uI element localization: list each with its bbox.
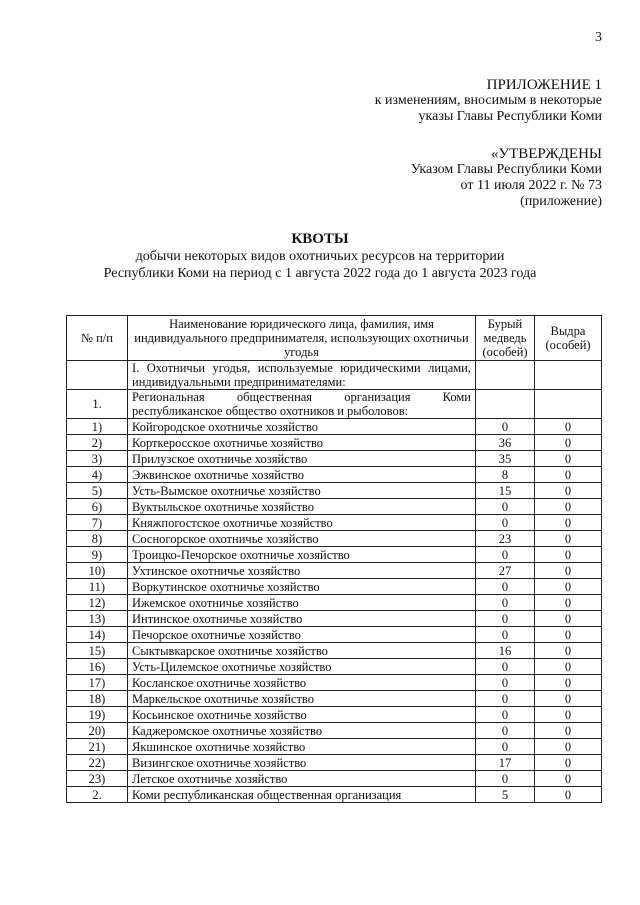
row-bear: 27 [476,563,535,579]
row-otter: 0 [535,691,602,707]
row-otter: 0 [535,419,602,435]
row-num: 7) [67,515,128,531]
header-num: № п/п [67,316,128,361]
row-bear: 16 [476,643,535,659]
row-bear: 0 [476,595,535,611]
row-num: 23) [67,771,128,787]
row-name: Койгородское охотничье хозяйство [128,419,476,435]
row-bear: 0 [476,659,535,675]
row-bear: 35 [476,451,535,467]
row-otter: 0 [535,675,602,691]
row-bear: 0 [476,707,535,723]
row-bear: 23 [476,531,535,547]
section-title [128,361,476,390]
table-row [67,547,602,563]
row-bear: 0 [476,515,535,531]
table-row [67,499,602,515]
heading-line-1: добычи некоторых видов охотничьих ресурсов на территории [135,249,505,264]
row-otter: 0 [535,787,602,803]
row-num: 13) [67,611,128,627]
row-bear: 0 [476,547,535,563]
approved-block [411,146,602,210]
row-name: Косланское охотничье хозяйство [128,675,476,691]
row-bear: 0 [476,691,535,707]
row-otter: 0 [535,467,602,483]
row-bear: 0 [476,675,535,691]
table-row [67,483,602,499]
header-bear: Бурый медведь (особей) [476,316,535,361]
organization-bear [476,390,535,419]
appendix-title: ПРИЛОЖЕНИЕ 1 [486,77,602,93]
row-num: 20) [67,723,128,739]
row-name: Коми республиканская общественная организация [128,787,476,803]
row-bear: 0 [476,771,535,787]
section-otter [535,361,602,390]
document-heading [0,230,640,282]
row-otter: 0 [535,515,602,531]
row-num: 5) [67,483,128,499]
row-num: 4) [67,467,128,483]
row-num: 2) [67,435,128,451]
row-name: Каджеромское охотничье хозяйство [128,723,476,739]
row-num: 9) [67,547,128,563]
table-row [67,787,602,803]
quota-table [66,315,602,803]
row-num: 18) [67,691,128,707]
row-otter: 0 [535,643,602,659]
page-number: 3 [595,30,602,45]
table-row [67,723,602,739]
organization-name: Региональная общественная организация Коми республиканское общество охотников и рыболовов: [128,390,476,419]
row-bear: 15 [476,483,535,499]
table-row [67,675,602,691]
header-name: Наименование юридического лица, фамилия, имя индивидуального предпринимателя, использующих охотничьи угодья [128,316,476,361]
row-otter: 0 [535,659,602,675]
row-num: 3) [67,451,128,467]
row-name: Печорское охотничье хозяйство [128,627,476,643]
section-num [67,361,128,390]
row-name: Прилузское охотничье хозяйство [128,451,476,467]
row-name: Визингское охотничье хозяйство [128,755,476,771]
heading-line-2: Республики Коми на период с 1 августа 2022 года до 1 августа 2023 года [103,266,537,281]
heading-title: КВОТЫ [291,231,349,247]
organization-num: 1. [67,390,128,419]
approved-line-2: от 11 июля 2022 г. № 73 [460,178,602,193]
row-otter: 0 [535,627,602,643]
row-name: Эжвинское охотничье хозяйство [128,467,476,483]
row-otter: 0 [535,723,602,739]
row-name: Сыктывкарское охотничье хозяйство [128,643,476,659]
row-name: Якшинское охотничье хозяйство [128,739,476,755]
row-otter: 0 [535,755,602,771]
row-bear: 36 [476,435,535,451]
table-row [67,515,602,531]
row-otter: 0 [535,739,602,755]
section-line-2: индивидуальными предпринимателями: [132,375,346,389]
row-num: 6) [67,499,128,515]
section-bear [476,361,535,390]
row-otter: 0 [535,563,602,579]
approved-line-1: Указом Главы Республики Коми [410,162,602,177]
organization-otter [535,390,602,419]
appendix-line-1: к изменениям, вносимым в некоторые [374,93,602,108]
row-name: Маркельское охотничье хозяйство [128,691,476,707]
row-name: Вуктыльское охотничье хозяйство [128,499,476,515]
row-num: 16) [67,659,128,675]
table-row [67,579,602,595]
row-num: 19) [67,707,128,723]
row-num: 8) [67,531,128,547]
row-bear: 0 [476,579,535,595]
row-bear: 8 [476,467,535,483]
table-row [67,707,602,723]
row-num: 15) [67,643,128,659]
table-row [67,563,602,579]
row-name: Интинское охотничье хозяйство [128,611,476,627]
section-row [67,361,602,390]
table-row [67,691,602,707]
table-row [67,467,602,483]
row-num: 2. [67,787,128,803]
section-line-1: I. Охотничьи угодья, используемые юридическими лицами, [132,361,471,375]
row-bear: 0 [476,611,535,627]
row-otter: 0 [535,595,602,611]
row-otter: 0 [535,579,602,595]
table-header-row [67,316,602,361]
row-name: Корткеросское охотничье хозяйство [128,435,476,451]
row-num: 21) [67,739,128,755]
row-num: 12) [67,595,128,611]
approved-title: «УТВЕРЖДЕНЫ [490,146,602,162]
table-row [67,419,602,435]
row-otter: 0 [535,483,602,499]
table-row [67,531,602,547]
row-bear: 5 [476,787,535,803]
appendix-block [375,77,602,125]
table-row [67,611,602,627]
row-bear: 0 [476,627,535,643]
table-row [67,435,602,451]
table-row [67,643,602,659]
header-otter: Выдра (особей) [535,316,602,361]
table-row [67,659,602,675]
approved-line-3: (приложение) [520,194,602,209]
row-bear: 0 [476,419,535,435]
table-row [67,451,602,467]
organization-row [67,390,602,419]
row-bear: 0 [476,739,535,755]
row-name: Троицко-Печорское охотничье хозяйство [128,547,476,563]
row-num: 1) [67,419,128,435]
row-otter: 0 [535,547,602,563]
row-otter: 0 [535,451,602,467]
row-num: 14) [67,627,128,643]
row-num: 11) [67,579,128,595]
row-num: 17) [67,675,128,691]
row-otter: 0 [535,531,602,547]
table-row [67,771,602,787]
table-row [67,739,602,755]
table-row [67,595,602,611]
row-name: Воркутинское охотничье хозяйство [128,579,476,595]
row-name: Усть-Цилемское охотничье хозяйство [128,659,476,675]
row-name: Сосногорское охотничье хозяйство [128,531,476,547]
row-bear: 0 [476,723,535,739]
row-otter: 0 [535,435,602,451]
row-name: Усть-Вымское охотничье хозяйство [128,483,476,499]
row-otter: 0 [535,707,602,723]
table-row [67,755,602,771]
row-otter: 0 [535,771,602,787]
row-name: Ижемское охотничье хозяйство [128,595,476,611]
row-otter: 0 [535,499,602,515]
row-name: Летское охотничье хозяйство [128,771,476,787]
row-bear: 0 [476,499,535,515]
table-row [67,627,602,643]
row-num: 10) [67,563,128,579]
row-bear: 17 [476,755,535,771]
row-name: Косьинское охотничье хозяйство [128,707,476,723]
row-otter: 0 [535,611,602,627]
row-num: 22) [67,755,128,771]
row-name: Ухтинское охотничье хозяйство [128,563,476,579]
appendix-line-2: указы Главы Республики Коми [418,109,602,124]
row-name: Княжпогостское охотничье хозяйство [128,515,476,531]
